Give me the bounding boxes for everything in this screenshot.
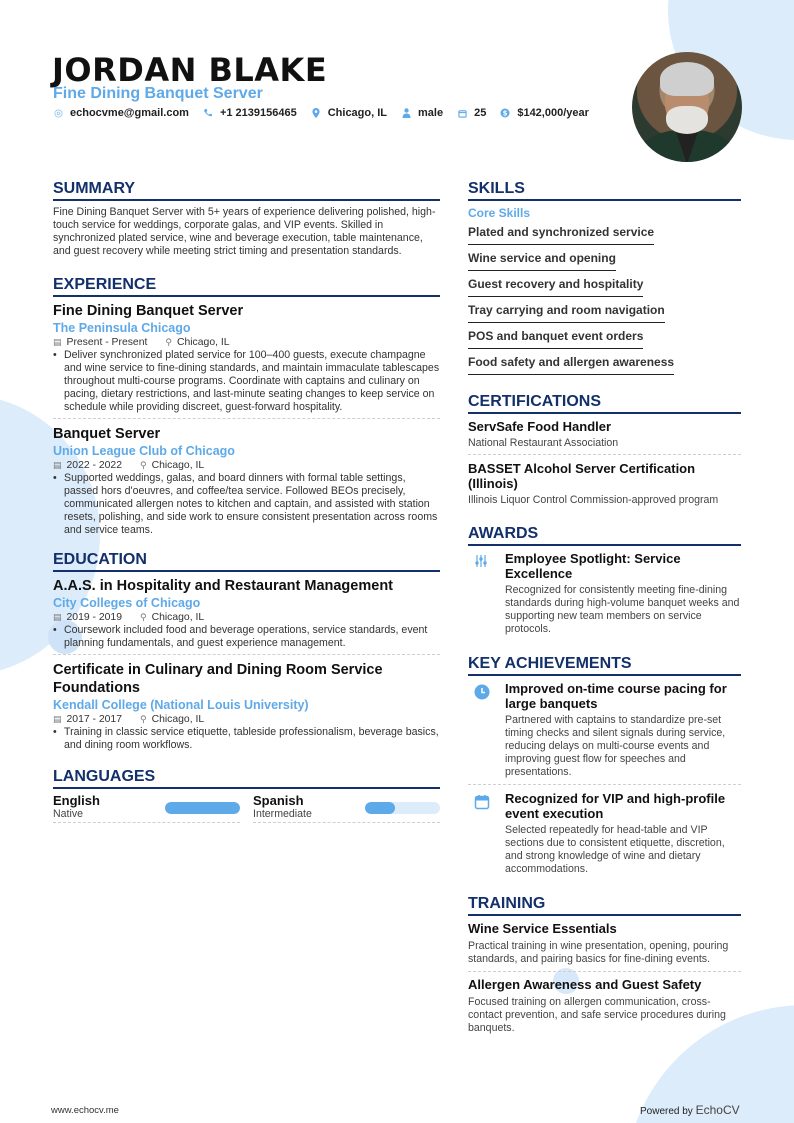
languages-section [53,768,440,823]
skill-item: POS and banquet event orders [468,327,741,353]
candidate-name: JORDAN BLAKE [52,51,328,89]
language-proficiency-bar [165,802,240,814]
award-item [468,551,741,641]
sliders-icon [468,551,505,636]
powered-by[interactable] [640,1103,740,1117]
language-level: Intermediate [253,808,312,820]
person-icon [401,108,411,118]
award-description: Recognized for consistently meeting fine-dining standards during high-volume banquet weeks and supporting new team members on service protocols. [505,584,740,635]
entry-location: ⚲ Chicago, IL [139,612,205,623]
achievement-title: Improved on-time course pacing for large banquets [505,681,727,711]
award-title: Employee Spotlight: Service Excellence [505,551,681,581]
clock-icon [468,681,505,779]
entry-dates: Present - Present [66,337,148,348]
location-pin-icon: ⚲ [165,337,172,347]
language-proficiency-bar [365,802,440,814]
calendar-icon [468,791,505,876]
contact-location [311,107,387,119]
phone-value: +1 2139156465 [219,107,297,119]
language-name: English [53,793,100,808]
calendar-icon: ▤ [53,460,62,470]
entry-location: ⚲ Chicago, IL [139,714,205,725]
entry-dates: 2017 - 2017 [66,714,122,725]
entry-dates: 2019 - 2019 [66,612,122,623]
language-level: Native [53,808,84,820]
entry-organization: Union League Club of Chicago [53,444,235,458]
at-icon [53,108,63,118]
contact-phone[interactable] [203,107,297,119]
experience-section [53,276,440,541]
contact-email[interactable] [53,107,189,119]
entry-location: ⚲ Chicago, IL [165,337,230,348]
language-proficiency-fill [165,802,240,814]
entry-organization: The Peninsula Chicago [53,321,191,335]
language-proficiency-fill [365,802,395,814]
certifications-section [468,393,741,511]
entry-dates: 2022 - 2022 [66,460,122,471]
section-heading: EDUCATION [53,551,440,572]
training-description: Focused training on allergen communication, cross-contact prevention, and safe service procedures during banquets. [468,996,726,1034]
left-column [53,180,440,823]
location-pin-icon: ⚲ [139,460,147,470]
gender-value: male [418,107,444,119]
summary-text: Fine Dining Banquet Server with 5+ years of experience delivering polished, high-touch service for weddings, corporate galas, and VIP events. Skilled in synchronized plated service, wine and beverage execution, table maintenance, and guest recovery while meeting strict timing and presentation standards. [53,206,436,257]
section-heading: TRAINING [468,895,741,916]
age-value: 25 [474,107,487,119]
contact-bar [53,107,603,119]
achievement-title: Recognized for VIP and high-profile event execution [505,791,726,821]
powered-by-label: Powered by [640,1106,693,1117]
language-name: Spanish [253,793,304,808]
education-section [53,551,440,756]
training-description: Practical training in wine presentation, opening, pouring standards, and pairing basics for fine-dining events. [468,940,729,965]
summary-section [53,180,440,258]
achievement-item [468,791,741,881]
location-pin-icon: ⚲ [139,612,147,622]
salary-value: $142,000/year [517,107,589,119]
job-title: Fine Dining Banquet Server [53,85,263,102]
entry-bullet: • Supported weddings, galas, and board dinners with formal table settings, passed hors d'oeuvres, and coffee/tea service. Followed BEOs precisely, communicated allergen notes to kitchen and captain, and assisted with station resets, polishing, and side work to ensure consistent presentation across rooms and service teams. [53,472,438,536]
training-title: Wine Service Essentials [468,921,617,936]
experience-entry [53,425,440,541]
certification-issuer: National Restaurant Association [468,437,619,449]
section-heading: EXPERIENCE [53,276,440,297]
entry-meta [53,611,440,624]
location-pin-icon [311,108,321,118]
entry-title: Banquet Server [53,426,161,442]
contact-salary [500,107,589,119]
certification-issuer: Illinois Liquor Control Commission-approved program [468,494,719,506]
entry-meta [53,713,440,726]
section-heading: CERTIFICATIONS [468,393,741,414]
skills-subheading: Core Skills [468,206,531,220]
email-value: echocvme@gmail.com [70,107,189,119]
achievement-description: Partnered with captains to standardize pre-set timing checks and silent signals during service, reducing delays on multi-course events and improving guest flow for speeches and presentations. [505,714,726,778]
location-value: Chicago, IL [327,107,387,119]
svg-text:$: $ [502,109,508,118]
calendar-icon: ▤ [53,612,62,622]
entry-organization: Kendall College (National Louis University) [53,698,309,712]
certification-item [468,419,741,455]
entry-bullet: • Training in classic service etiquette, tableside professionalism, beverage basics, and dining room workflows. [53,726,439,751]
section-heading: SUMMARY [53,180,440,201]
language-item [253,794,440,823]
phone-icon [203,108,213,118]
website-link[interactable]: www.echocv.me [51,1105,119,1116]
training-item [468,977,741,1040]
contact-gender [401,107,443,119]
dollar-icon [500,108,510,118]
section-heading: AWARDS [468,525,741,546]
training-section [468,895,741,1040]
skill-item: Guest recovery and hospitality [468,275,741,301]
entry-meta [53,336,440,349]
education-entry [53,577,440,655]
calendar-icon: ▤ [53,337,62,347]
entry-title: Fine Dining Banquet Server [53,303,244,319]
section-heading: SKILLS [468,180,741,201]
entry-meta [53,459,440,472]
entry-organization: City Colleges of Chicago [53,596,201,610]
profile-photo [632,52,742,162]
calendar-icon: ▤ [53,714,62,724]
entry-title: Certificate in Culinary and Dining Room Service Foundations [53,662,383,696]
achievement-description: Selected repeatedly for head-table and VIP sections due to consistent etiquette, discretion, and strong knowledge of wine and dietary accommodations. [505,824,725,875]
skill-item: Tray carrying and room navigation [468,301,741,327]
training-title: Allergen Awareness and Guest Safety [468,977,702,992]
training-item [468,921,741,972]
language-item [53,794,240,823]
brand-name: EchoCV [695,1103,740,1117]
entry-bullet: • Deliver synchronized plated service for 100–400 guests, execute champagne and wine service to fine-dining standards, and maintain immaculate tablescapes throughout multi-course programs. Coordinate with captains and culinary on pacing, dietary restrictions, and last-minute seating changes to keep service on schedule while providing discreet, guest-forward hospitality. [53,349,440,413]
contact-age [457,107,486,119]
awards-section [468,525,741,641]
skills-section [468,180,741,379]
achievement-item [468,681,741,785]
entry-location: ⚲ Chicago, IL [139,460,205,471]
achievements-section [468,655,741,881]
section-heading: KEY ACHIEVEMENTS [468,655,741,676]
certification-title: ServSafe Food Handler [468,419,612,434]
skill-item: Plated and synchronized service [468,223,741,249]
skill-item: Food safety and allergen awareness [468,353,741,379]
skill-item: Wine service and opening [468,249,741,275]
entry-title: A.A.S. in Hospitality and Restaurant Management [53,578,393,594]
experience-entry [53,302,440,419]
calendar-icon [457,108,467,118]
location-pin-icon: ⚲ [139,714,147,724]
section-heading: LANGUAGES [53,768,440,789]
certification-item [468,461,741,511]
education-entry [53,661,440,756]
entry-bullet: • Coursework included food and beverage operations, service standards, event planning fundamentals, and guest experience management. [53,624,428,649]
certification-title: BASSET Alcohol Server Certification (Illinois) [468,461,696,491]
right-column [468,180,741,1040]
